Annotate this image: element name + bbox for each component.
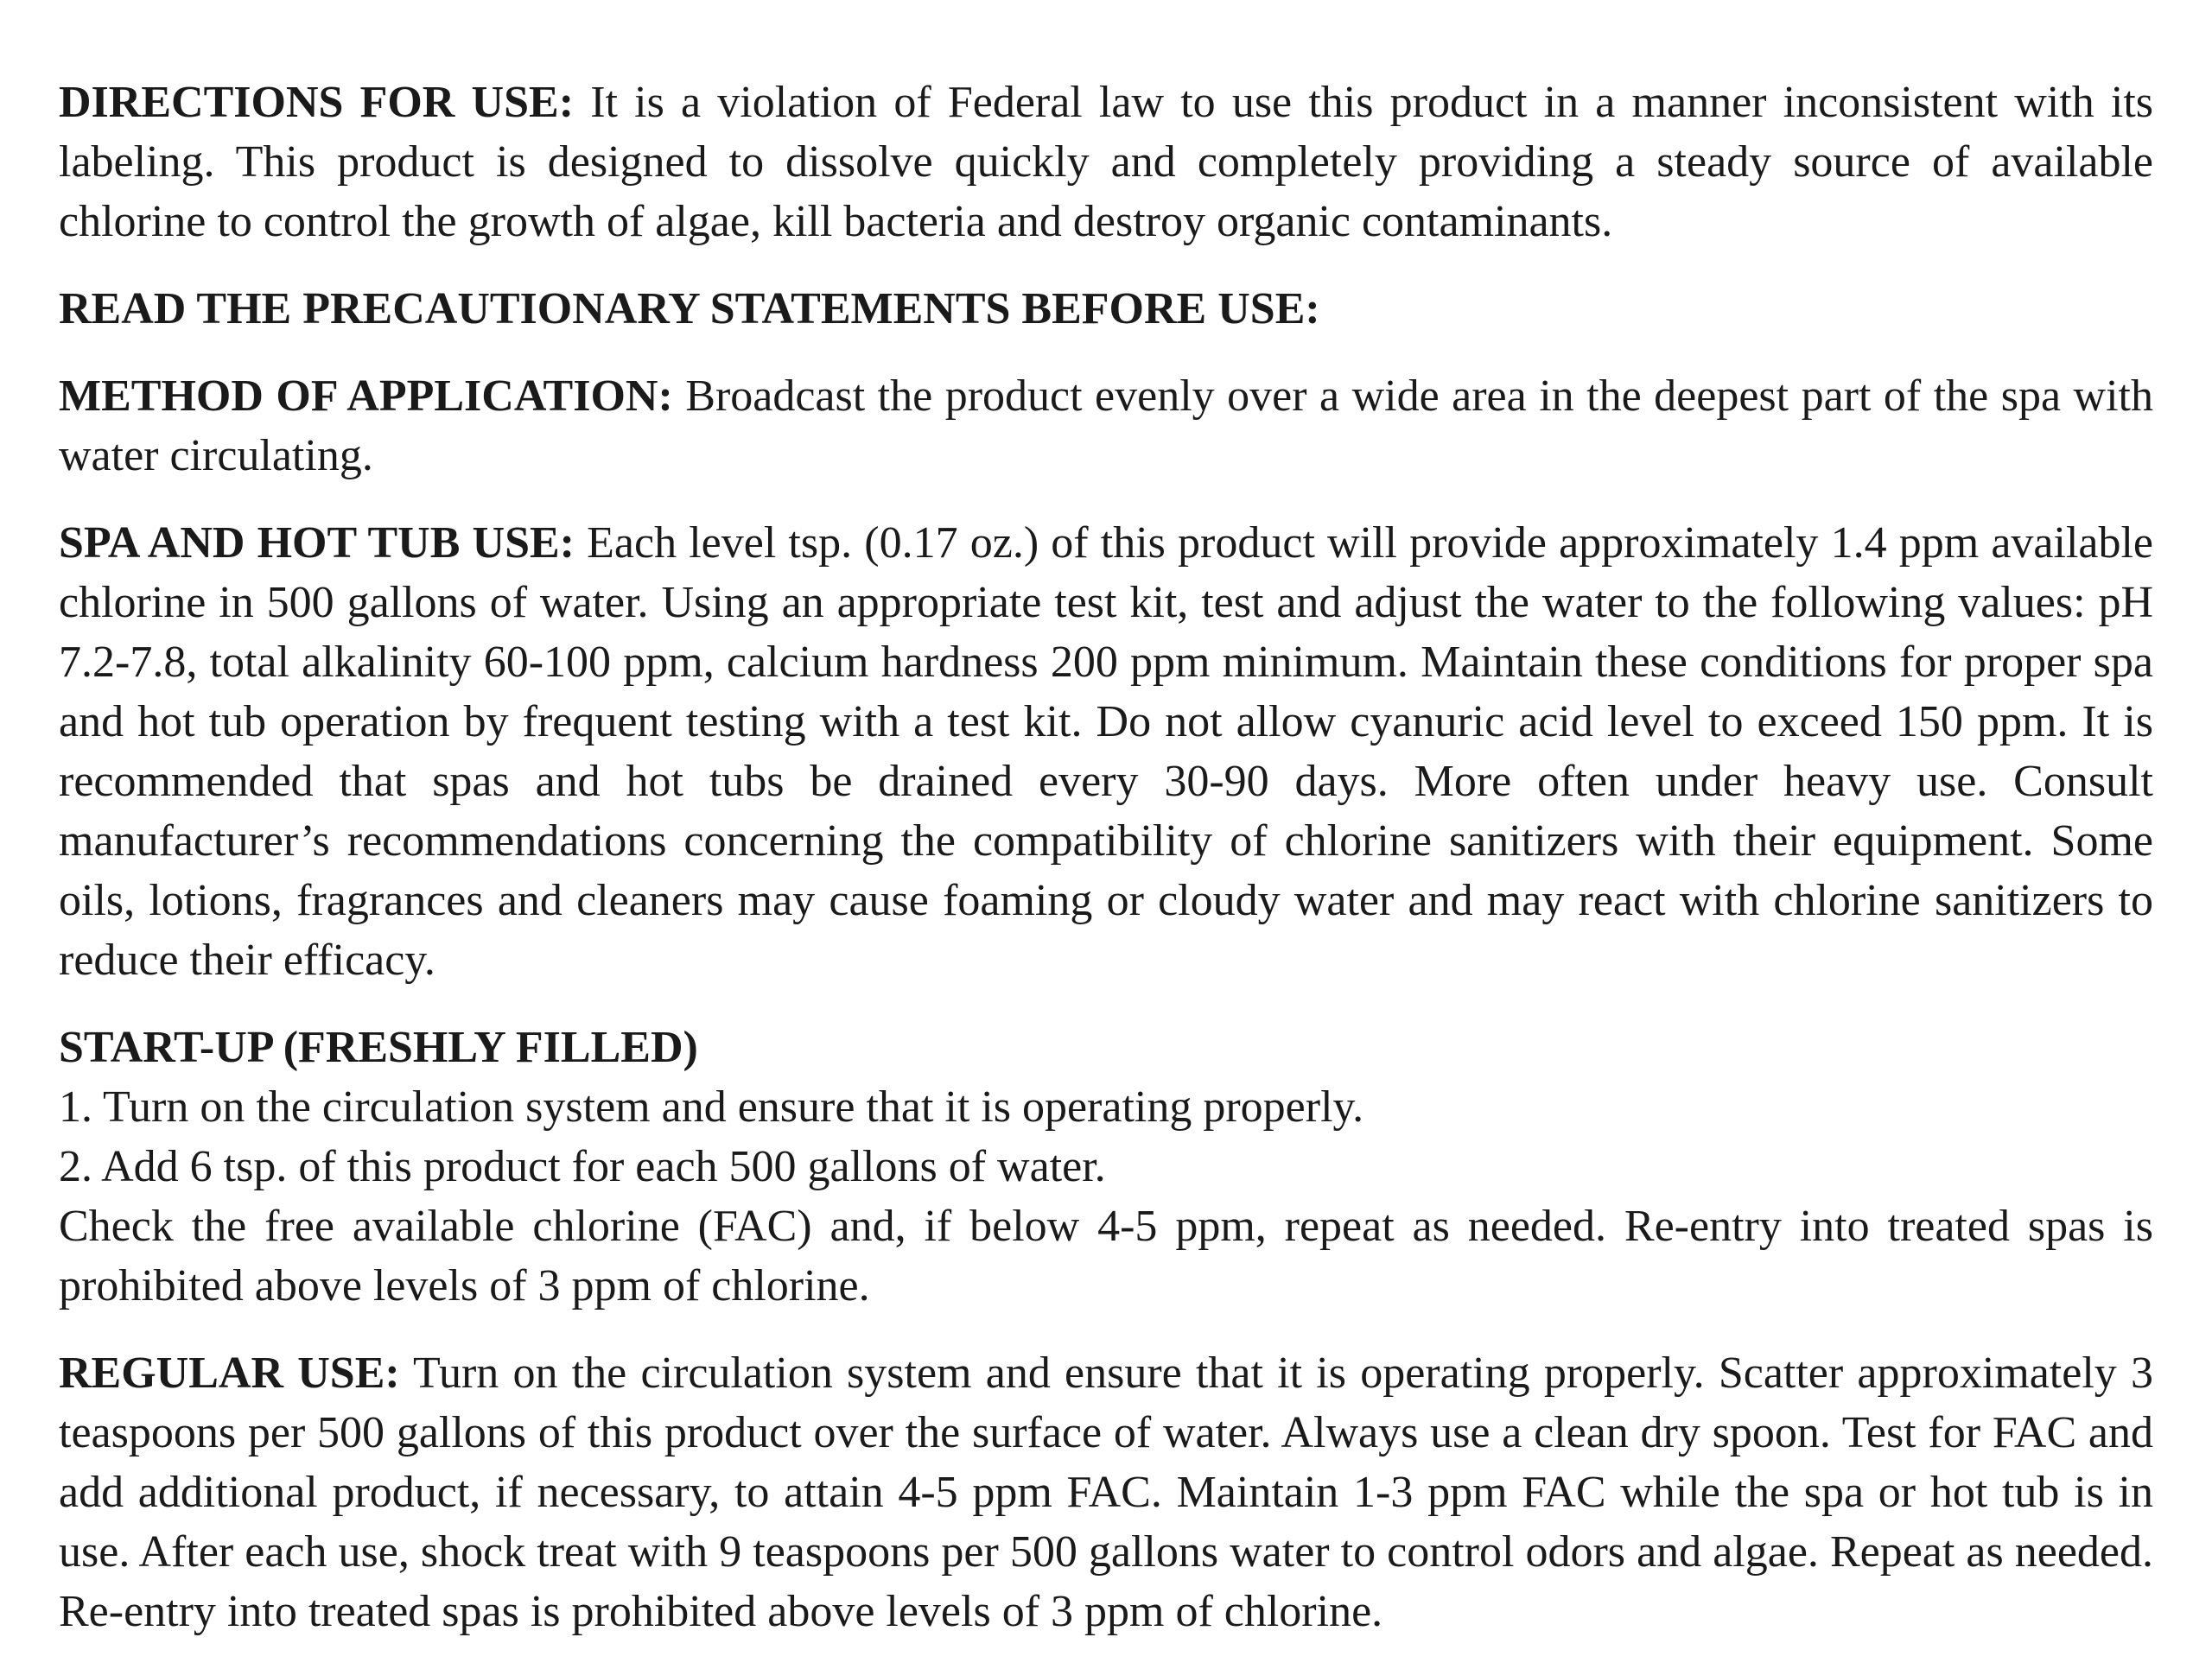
method-text: Broadcast the product evenly over a wide area in the deepest part of the spa with water circulating. [59, 371, 2153, 480]
directions-text: It is a violation of Federal law to use this product in a manner inconsistent with its labeling. This product is designed to dissolve quickly and completely providing a steady source of available chlorine to control the growth of algae, kill bacteria and destroy organic contaminants. [59, 78, 2154, 246]
directions-for-use-section [59, 73, 2153, 251]
start-up-section [59, 1018, 2153, 1316]
method-of-application-section [59, 366, 2153, 485]
startup-note: Check the free available chlorine (FAC) and, if below 4-5 ppm, repeat as needed. Re-entry into treated spas is prohibited above levels of 3 ppm of chlorine. [59, 1202, 2153, 1310]
startup-heading: START-UP (FRESHLY FILLED) [59, 1023, 698, 1072]
regular-text: Turn on the circulation system and ensure that it is operating properly. Scatter approximately 3 teaspoons per 500 gallons of this product over the surface of water. Always use a clean dry spoon. Test for FAC and add additional product, if necessary, to attain 4-5 ppm FAC. Maintain 1-3 ppm FAC while the spa or hot tub is in use. After each use, shock treat with 9 teaspoons per 500 gallons water to control odors and algae. Repeat as needed. Re-entry into treated spas is prohibited above levels of 3 ppm of chlorine. [59, 1349, 2153, 1636]
startup-step-1: 1. Turn on the circulation system and ensure that it is operating properly. [59, 1082, 1364, 1132]
regular-heading: REGULAR USE: [59, 1349, 400, 1398]
startup-step-2: 2. Add 6 tsp. of this product for each 500 gallons of water. [59, 1142, 1106, 1191]
spa-text: Each level tsp. (0.17 oz.) of this product will provide approximately 1.4 ppm available chlorine in 500 gallons of water. Using an appropriate test kit, test and adjust the water to the following values: pH 7.2-7.8, total alkalinity 60-100 ppm, calcium hardness 200 ppm minimum. Maintain these conditions for proper spa and hot tub operation by frequent testing with a test kit. Do not allow cyanuric acid level to exceed 150 ppm. It is recommended that spas and hot tubs be drained every 30-90 days. More often under heavy use. Consult manufacturer’s recommendations concerning the compatibility of chlorine sanitizers with their equipment. Some oils, lotions, fragrances and cleaners may cause foaming or cloudy water and may react with chlorine sanitizers to reduce their efficacy. [59, 518, 2153, 985]
directions-heading: DIRECTIONS FOR USE: [59, 78, 575, 127]
spa-hot-tub-use-section [59, 513, 2153, 990]
precautionary-heading: READ THE PRECAUTIONARY STATEMENTS BEFORE USE: [59, 284, 1320, 333]
regular-use-section [59, 1343, 2153, 1641]
spa-heading: SPA AND HOT TUB USE: [59, 518, 575, 568]
method-heading: METHOD OF APPLICATION: [59, 371, 673, 421]
product-label-text [59, 73, 2153, 1669]
